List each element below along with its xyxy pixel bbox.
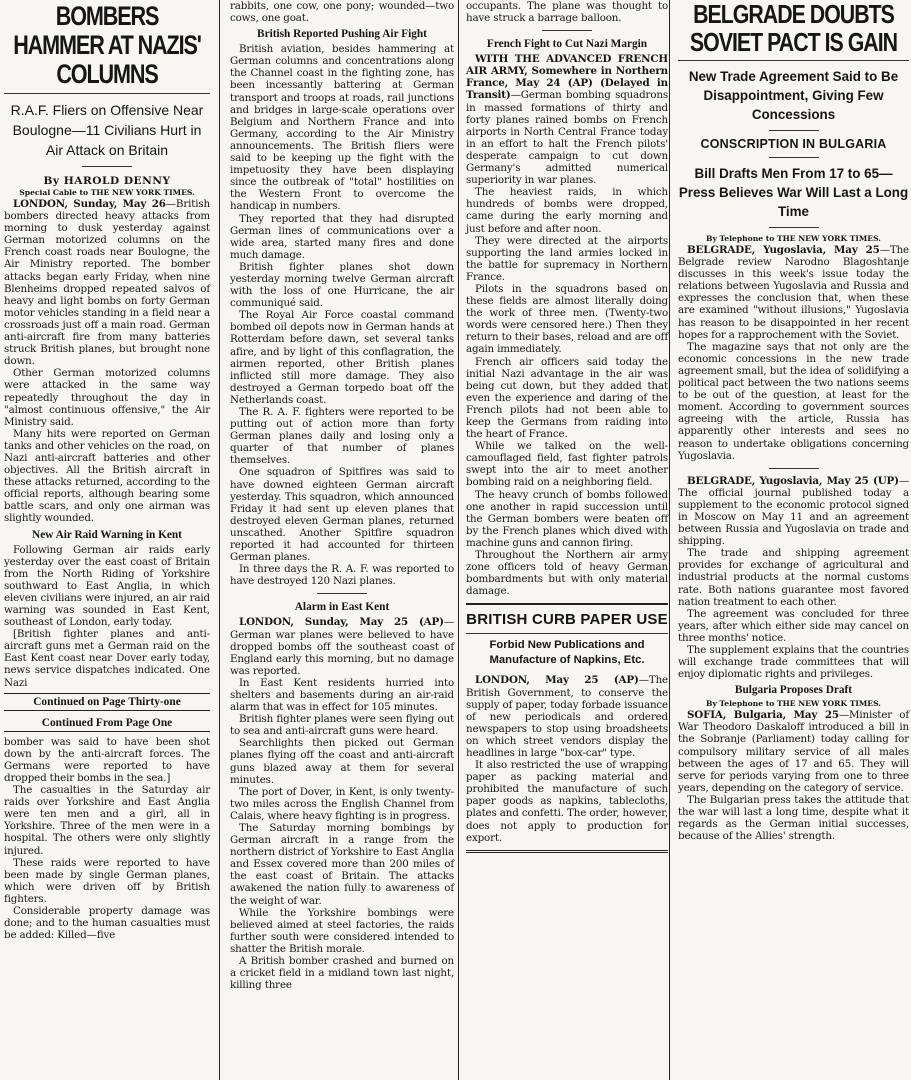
article-air-fight-column — [224, 0, 458, 1080]
paragraph: BELGRADE, Yugoslavia, May 25—The Belgrade review Narodno Blagoshtanje discusses in this week's issue today the relations between Yugoslavia and Russia and expresses the conclusion that, when these are examined "without illusions," Yugoslavia has reason to be disappointed in her recent hopes for a rapprochement with the Soviet. — [678, 244, 909, 341]
subhead-alarm-east-kent: Alarm in East Kent — [294, 601, 390, 614]
paragraph: In East Kent residents hurried into shelters and basements during an air-raid alarm that was in effect for 105 minutes. — [230, 676, 454, 714]
paragraph: Throughout the Northern air army zone officers told of heavy German bombardments but with only material damage. — [466, 549, 668, 598]
divider — [769, 468, 819, 469]
subhead-pushing-air-fight: British Reported Pushing Air Fight — [257, 28, 427, 41]
paragraph: British fighter planes shot down yesterday morning twelve German aircraft with the loss of one Hurricane, the air communiqué said. — [230, 260, 454, 310]
paragraph: Other German motorized columns were attacked in the same way repeatedly throughout the day in "almost continuous offensive," the Air Ministry said. — [4, 367, 210, 428]
divider — [769, 227, 819, 228]
deck-bill-drafts: Bill Drafts Men From 17 to 65—Press Believes War Will Last a Long Time — [678, 166, 909, 219]
paragraph: rabbits, one cow, one pony; wounded—two cows, one goat. — [230, 0, 454, 25]
divider — [466, 850, 668, 853]
paragraph: The supplement explains that the countries will exchange trade committees that will enjoy diplomatic rights and privileges. — [678, 644, 909, 681]
divider — [678, 60, 909, 61]
column-rule — [458, 0, 459, 1080]
paragraph: They were directed at the airports supporting the land armies locked in the battle for supremacy in Northern France. — [466, 234, 668, 283]
credit-line: Special Cable to THE NEW YORK TIMES. — [19, 188, 195, 197]
subhead-french-fight: French Fight to Cut Nazi Margin — [486, 38, 648, 51]
paragraph: bomber was said to have been shot down by the anti-aircraft forces. The Germans were reported to have dropped their bombs in the sea.] — [4, 735, 210, 784]
article-belgrade-column — [672, 0, 911, 1080]
dateline: BELGRADE, Yugoslavia, May 25 — [687, 244, 880, 256]
paragraph: The trade and shipping agreement provides for exchange of agricultural and industrial products at the normal customs rate. Both nations guarantee most favored nation treatment to each other. — [678, 547, 909, 608]
deck-trade-agreement: New Trade Agreement Said to Be Disappointment, Giving Few Concessions — [688, 69, 899, 122]
dateline: LONDON, Sunday, May 25 (AP) — [239, 616, 444, 629]
paper-use-box — [466, 603, 668, 852]
credit-line: By Telephone to THE NEW YORK TIMES. — [706, 699, 881, 709]
deck-raf-fliers: R.A.F. Fliers on Offensive Near Boulogne—11 Civilians Hurt in Air Attack on Britain — [10, 102, 204, 158]
paragraph: Searchlights then picked out German planes flying off the coast and anti-aircraft guns blazed away at them for several minutes. — [230, 737, 454, 786]
paragraph: occupants. The plane was thought to have struck a barrage balloon. — [466, 0, 668, 25]
paragraph: Considerable property damage was done; and to the human casualties must be added: Killed—five — [4, 904, 210, 942]
column-rule — [219, 0, 220, 1080]
paragraph: The heavy crunch of bombs followed one another in rapid succession until the German bombers were beaten off by the French planes which dived with machine guns and cannon firing. — [466, 488, 668, 549]
divider — [542, 30, 592, 31]
continued-from-line: Continued From Page One — [4, 715, 210, 732]
article-french-air-column — [460, 0, 672, 1080]
paragraph: These raids were reported to have been made by single German planes, which were driven off by British fighters. — [4, 856, 210, 905]
paragraph: A British bomber crashed and burned on a cricket field in a midland town last night, killing three — [230, 955, 454, 992]
paragraph: British fighter planes were seen flying out to sea and anti-aircraft guns were heard. — [230, 713, 454, 738]
dateline: LONDON, May 25 (AP) — [475, 674, 639, 687]
divider — [769, 157, 819, 158]
dateline: BELGRADE, Yugoslavia, May 25 (UP) — [687, 474, 899, 487]
divider — [82, 166, 132, 167]
paragraph: The Royal Air Force coastal command bombed oil depots now in German hands at Rotterdam before dawn, set several tanks afire, and by light of this conflagration, the airmen reported, other British planes inflicted still more damage. They also destroyed a German torpedo boat off the Netherlands coast. — [230, 309, 454, 406]
paragraph: British aviation, besides hammering at German columns and concentrations along the Channel coast in the fighting zone, has been incessantly battering at German transport and troops at roads, rail junctions and bridges in large-scale operations over Belgium and Northern France and into Germany, according to the Air Ministry announcements. The British fliers were said to be keeping up the fight with the impetuosity they have been displaying since the outbreak of "total" hostilities on the Western Front to overcome the handicap in numbers. — [230, 43, 454, 213]
credit-line: By Telephone to THE NEW YORK TIMES. — [706, 234, 881, 243]
dateline: WITH THE ADVANCED FRENCH AIR ARMY, Somewhere in Northern France, May 24 (AP) (Delayed in Transit) — [466, 53, 668, 102]
deck-conscription: CONSCRIPTION IN BULGARIA — [700, 137, 887, 151]
paragraph: They reported that they had disrupted German lines of communications over a wide area, started many fires and done much damage. — [230, 212, 454, 261]
paragraph: WITH THE ADVANCED FRENCH AIR ARMY, Somewhere in Northern France, May 24 (AP) (Delayed in Transit)—German bombing squadrons in massed formations of thirty and forty planes rained bombs on French airports in North Central France today in an effort to halt the French pilots' desperate campaign to cut down Germany's admitted numerical superiority in war planes. — [466, 53, 668, 187]
paragraph: One squadron of Spitfires was said to have downed eighteen German aircraft yesterday. This squadron, which announced Friday it had sent up eleven planes that destroyed eleven German planes, returned unscathed. Another Spitfire squadron reported it had accounted for thirteen German planes. — [230, 466, 454, 564]
paragraph: [British fighter planes and anti-aircraft guns met a German raid on the East Kent coast near Dover early today, news service dispatches indicated. One Nazi — [4, 628, 210, 689]
article-bombers-column — [0, 0, 216, 1080]
dateline: SOFIA, Bulgaria, May 25 — [687, 709, 839, 722]
divider — [769, 130, 819, 131]
paragraph: French air officers said today the initial Nazi advantage in the air was being cut down, but they added that even the experience and daring of the French pilots had not been able to keep the Germans from raiding into the heart of France. — [466, 355, 668, 441]
paragraph: While we talked on the well-camouflaged field, fast fighter patrols swept into the air to meet another bombing raid on a neighboring field. — [466, 440, 668, 489]
paragraph: While the Yorkshire bombings were believed aimed at steel factories, the raids further south were considered intended to shatter the British morale. — [230, 906, 454, 955]
paragraph: The heaviest raids, in which hundreds of bombs were dropped, came during the early morning and just before and after noon. — [466, 186, 668, 235]
paragraph: Following German air raids early yesterday over the east coast of Britain from the North Riding of Yorkshire southward to East Anglia, in which eleven civilians were injured, an air raid warning was sounded in East Kent, southeast of London, early today. — [4, 543, 210, 629]
paragraph: In three days the R. A. F. was reported to have destroyed 120 Nazi planes. — [230, 563, 454, 588]
paragraph: BELGRADE, Yugoslavia, May 25 (UP)—The official journal published today a supplement to the economic protocol signed in Moscow on May 11 and an agreement between Russia and Yugoslavia on trade and shipping. — [678, 474, 909, 548]
divider — [4, 93, 210, 94]
paragraph: Many hits were reported on German tanks and other vehicles on the road, on Nazi anti-aircraft batteries and other objectives. All the British aircraft in these attacks returned, according to the official reports, although bearing some battle scars, and only one airman was slightly wounded. — [4, 427, 210, 525]
paragraph: The casualties in the Saturday air raids over Yorkshire and East Anglia were ten men and a girl, all in Yorkshire. Three of the men were in a hospital. The others were only slightly injured. — [4, 784, 210, 857]
paragraph: SOFIA, Bulgaria, May 25—Minister of War Theodoro Daskaloff introduced a bill in the Sobranje (Parliament) today calling for compulsory military service of all males between the ages of 17 and 65. They will serve for periods varying from one to three years, depending on the category of service. — [678, 709, 910, 794]
paragraph: LONDON, Sunday, May 26—British bombers directed heavy attacks from morning to dusk yesterday against German motorized columns on the French coast roads near Boulogne, the Air Ministry reported. The bomber attacks began early Friday, when nine Blenheims dropped repeated salvos of heavy and light bombs on forty German motor vehicles standing in a field near a crossroads just off a main road. German anti-aircraft fire from many batteries struck British planes, but brought none down. — [4, 198, 210, 368]
paragraph: Pilots in the squadrons based on these fields are almost literally doing the work of three men. (Twenty-two words were censored here.) Then they return to their bases, reload and are off again immediately. — [466, 282, 668, 356]
headline-belgrade: BELGRADE DOUBTS SOVIET PACT IS GAIN — [689, 0, 898, 57]
paragraph: The Bulgarian press takes the attitude that the war will last a long time, despite what it regards as the German initial successes, because of the Allies' strength. — [678, 793, 909, 843]
headline-bombers: BOMBERS HAMMER AT NAZIS' COLUMNS — [13, 1, 201, 89]
subhead-air-raid-kent: New Air Raid Warning in Kent — [32, 528, 182, 541]
paragraph: The port of Dover, in Kent, is only twenty-two miles across the English Channel from Calais, where heavy fighting is in progress. — [230, 785, 454, 822]
continued-on-line: Continued on Page Thirty-one — [4, 693, 210, 711]
headline-paper-use: BRITISH CURB PAPER USE — [466, 611, 668, 629]
paragraph: LONDON, May 25 (AP)—The British Government, to conserve the supply of paper, today forbade issuance of new periodicals and ordered newspapers to stop using broadsheets on which street vendors display the headlines in large "box-car" type. — [466, 674, 668, 759]
paragraph: The agreement was concluded for three years, after which either side may cancel on three months' notice. — [678, 607, 909, 644]
subhead-bulgaria-draft: Bulgaria Proposes Draft — [734, 684, 853, 697]
paragraph: The magazine says that not only are the economic concessions in the new trade agreement small, but the idea of solidifying a political pact between the two nations seems to be out of the question, at least for the moment. According to government sources agreeing with the article, Russia has apparently other interests and sees no reason to undertake obligations concerning Yugoslavia. — [678, 340, 909, 462]
paragraph: The Saturday morning bombings by German aircraft in a range from the northern district of Yorkshire to East Anglia and Essex covered more than 200 miles of the east coast of Britain. The attacks awakened the nation fully to awareness of the weight of war. — [230, 822, 454, 907]
deck-forbid-publications: Forbid New Publications and Manufacture of Napkins, Etc. — [489, 639, 645, 667]
paragraph: LONDON, Sunday, May 25 (AP)—German war planes were believed to have dropped bombs off the southeast coast of England early this morning, but no damage was reported. — [230, 616, 454, 677]
paragraph: The R. A. F. fighters were reported to be putting out of action more than forty German planes daily and losing only a quarter of that number of planes themselves. — [230, 406, 454, 467]
divider — [317, 593, 367, 594]
paragraph: It also restricted the use of wrapping paper as packing material and prohibited the manufacture of such paper goods as napkins, tablecloths, plates and confetti. The order, however, does not apply to production for export. — [466, 759, 668, 844]
dateline: LONDON, Sunday, May 26 — [13, 198, 166, 210]
byline: By HAROLD DENNY — [43, 175, 171, 187]
divider — [466, 633, 668, 634]
